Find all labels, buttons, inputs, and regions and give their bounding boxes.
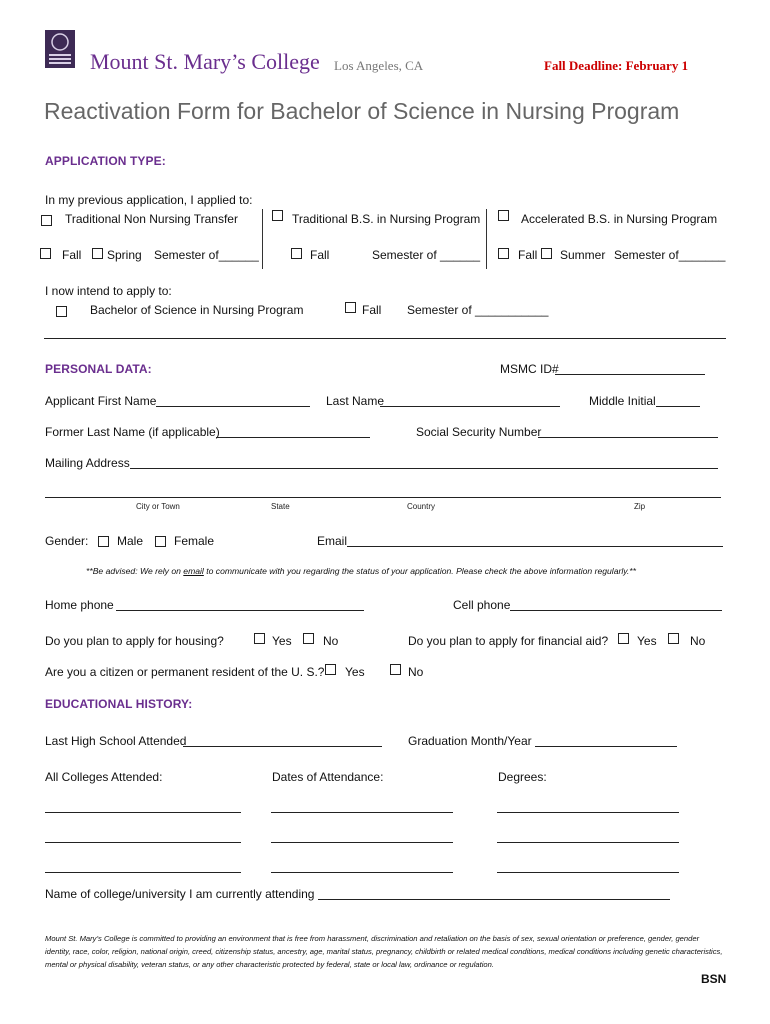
intend-program: Bachelor of Science in Nursing Program bbox=[90, 303, 304, 317]
degree-field-1[interactable] bbox=[497, 812, 679, 813]
college-field-1[interactable] bbox=[45, 812, 241, 813]
divider-2 bbox=[486, 209, 487, 269]
gender-label: Gender: bbox=[45, 534, 89, 548]
msmc-id-label: MSMC ID# bbox=[500, 362, 559, 376]
home-phone-label: Home phone bbox=[45, 598, 114, 612]
dates-field-2[interactable] bbox=[271, 842, 453, 843]
application-type-heading: APPLICATION TYPE: bbox=[45, 154, 166, 168]
intend-intro: I now intend to apply to: bbox=[45, 284, 172, 298]
ssn-label: Social Security Number bbox=[416, 425, 542, 439]
dates-field-3[interactable] bbox=[271, 872, 453, 873]
former-last-field[interactable] bbox=[216, 437, 370, 438]
zip-caption: Zip bbox=[634, 502, 646, 511]
housing-label: Do you plan to apply for housing? bbox=[45, 634, 224, 648]
checkbox-fall-3[interactable] bbox=[498, 248, 509, 259]
label-citizen-no: No bbox=[408, 665, 424, 679]
nondiscrimination-statement: Mount St. Mary’s College is committed to providing an environment that is free from harassment, discrimination and retaliation on the basis of sex, sexual orientation or preference, gender, gender identity, race, color, religion, national origin, creed, citizenship status, ancestry, age, marital status, pregnancy, childbirth or related medical conditions, medical conditions including genetic characteristics, mental or physical disability, veteran status, or any other characteristic protected by federal, state or local law, ordinance or regulation. bbox=[45, 934, 723, 969]
dates-field-1[interactable] bbox=[271, 812, 453, 813]
current-college-label: Name of college/university I am currently attending bbox=[45, 887, 315, 901]
label-fall-1: Fall bbox=[62, 248, 82, 262]
college-logo bbox=[45, 30, 75, 68]
grad-field[interactable] bbox=[535, 746, 677, 747]
middle-initial-label: Middle Initial bbox=[589, 394, 656, 408]
ssn-field[interactable] bbox=[538, 437, 718, 438]
checkbox-citizen-yes[interactable] bbox=[325, 664, 336, 675]
semester-3[interactable]: Semester of_______ bbox=[614, 248, 726, 262]
country-caption: Country bbox=[407, 502, 436, 511]
label-spring-1: Spring bbox=[107, 248, 142, 262]
financial-label: Do you plan to apply for financial aid? bbox=[408, 634, 609, 648]
label-intend-fall: Fall bbox=[362, 303, 382, 317]
label-financial-yes: Yes bbox=[637, 634, 657, 648]
state-caption: State bbox=[271, 502, 290, 511]
last-name-label: Last Name bbox=[326, 394, 385, 408]
cell-phone-field[interactable] bbox=[510, 610, 722, 611]
grad-label: Graduation Month/Year bbox=[408, 734, 532, 748]
checkbox-spring-1[interactable] bbox=[92, 248, 103, 259]
address-line-2[interactable] bbox=[45, 497, 721, 498]
high-school-field[interactable] bbox=[183, 746, 382, 747]
label-citizen-yes: Yes bbox=[345, 665, 365, 679]
citizen-label: Are you a citizen or permanent resident of the U. S.? bbox=[45, 665, 325, 679]
former-last-label: Former Last Name (if applicable) bbox=[45, 425, 220, 439]
email-emphasis: email bbox=[183, 566, 204, 576]
checkbox-fall-1[interactable] bbox=[40, 248, 51, 259]
degree-field-2[interactable] bbox=[497, 842, 679, 843]
checkbox-financial-no[interactable] bbox=[668, 633, 679, 644]
degree-field-3[interactable] bbox=[497, 872, 679, 873]
label-housing-yes: Yes bbox=[272, 634, 292, 648]
last-name-field[interactable] bbox=[380, 406, 560, 407]
label-summer-3: Summer bbox=[560, 248, 606, 262]
checkbox-intend-fall[interactable] bbox=[345, 302, 356, 313]
checkbox-traditional-bs[interactable] bbox=[272, 210, 283, 221]
deadline: Fall Deadline: February 1 bbox=[544, 58, 689, 73]
label-housing-no: No bbox=[323, 634, 339, 648]
email-label: Email bbox=[317, 534, 348, 548]
middle-initial-field[interactable] bbox=[656, 406, 700, 407]
checkbox-non-nursing-transfer[interactable] bbox=[41, 215, 52, 226]
college-field-2[interactable] bbox=[45, 842, 241, 843]
previous-intro: In my previous application, I applied to: bbox=[45, 193, 253, 207]
college-location: Los Angeles, CA bbox=[334, 58, 424, 73]
first-name-label: Applicant First Name bbox=[45, 394, 157, 408]
email-advisory: **Be advised: We rely on email to communicate with you regarding the status of your application. Please check the above information regularly.** bbox=[86, 566, 636, 576]
form-code: BSN bbox=[701, 972, 727, 986]
msmc-id-field[interactable] bbox=[555, 374, 705, 375]
dates-label: Dates of Attendance: bbox=[272, 770, 384, 784]
cell-phone-label: Cell phone bbox=[453, 598, 511, 612]
checkbox-summer-3[interactable] bbox=[541, 248, 552, 259]
degrees-label: Degrees: bbox=[498, 770, 547, 784]
label-female: Female bbox=[174, 534, 215, 548]
checkbox-financial-yes[interactable] bbox=[618, 633, 629, 644]
label-male: Male bbox=[117, 534, 144, 548]
personal-data-heading: PERSONAL DATA: bbox=[45, 362, 152, 376]
divider-1 bbox=[262, 209, 263, 269]
checkbox-fall-2[interactable] bbox=[291, 248, 302, 259]
checkbox-housing-no[interactable] bbox=[303, 633, 314, 644]
opt-traditional-bs: Traditional B.S. in Nursing Program bbox=[292, 212, 481, 226]
opt-accelerated-bs: Accelerated B.S. in Nursing Program bbox=[521, 212, 718, 226]
label-fall-2: Fall bbox=[310, 248, 330, 262]
high-school-label: Last High School Attended bbox=[45, 734, 187, 748]
first-name-field[interactable] bbox=[156, 406, 310, 407]
current-college-field[interactable] bbox=[318, 899, 670, 900]
email-field[interactable] bbox=[347, 546, 723, 547]
home-phone-field[interactable] bbox=[116, 610, 364, 611]
opt-non-nursing-transfer: Traditional Non Nursing Transfer bbox=[65, 212, 238, 226]
section-divider bbox=[44, 338, 726, 339]
mailing-field[interactable] bbox=[130, 468, 718, 469]
mailing-label: Mailing Address bbox=[45, 456, 130, 470]
college-field-3[interactable] bbox=[45, 872, 241, 873]
checkbox-male[interactable] bbox=[98, 536, 109, 547]
checkbox-intend-bsn[interactable] bbox=[56, 306, 67, 317]
checkbox-female[interactable] bbox=[155, 536, 166, 547]
colleges-label: All Colleges Attended: bbox=[45, 770, 163, 784]
checkbox-accelerated-bs[interactable] bbox=[498, 210, 509, 221]
college-name: Mount St. Mary’s College bbox=[90, 49, 320, 74]
label-fall-3: Fall bbox=[518, 248, 538, 262]
semester-2[interactable]: Semester of ______ bbox=[372, 248, 481, 262]
semester-1[interactable]: Semester of______ bbox=[154, 248, 259, 262]
checkbox-housing-yes[interactable] bbox=[254, 633, 265, 644]
city-caption: City or Town bbox=[136, 502, 180, 511]
education-heading: EDUCATIONAL HISTORY: bbox=[45, 697, 193, 711]
checkbox-citizen-no[interactable] bbox=[390, 664, 401, 675]
form-title: Reactivation Form for Bachelor of Science in Nursing Program bbox=[44, 98, 680, 124]
intend-semester[interactable]: Semester of ___________ bbox=[407, 303, 549, 317]
label-financial-no: No bbox=[690, 634, 706, 648]
